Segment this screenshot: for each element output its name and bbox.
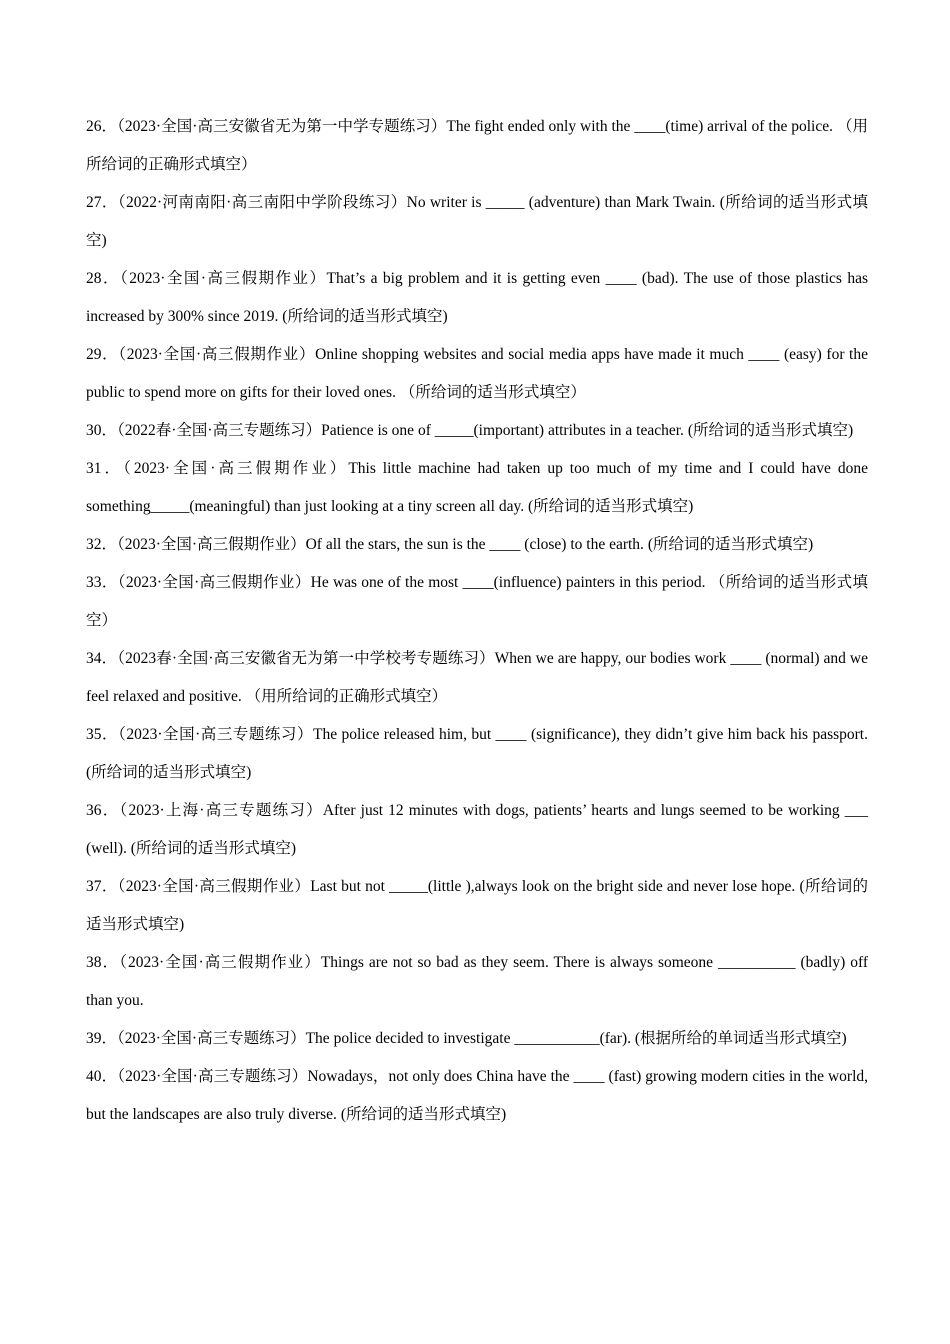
question-instruction: (所给词的适当形式填空) (647, 536, 814, 553)
question-text: The fight ended only with the ____(time) arrival of the police. (446, 118, 834, 135)
question-item (86, 640, 868, 716)
question-number: 26． (86, 118, 118, 135)
question-number: 29． (86, 346, 119, 363)
question-text: That’s a big problem and it is getting even ____ (bad). The use of those plastics has increased by 300% since 2019. (86, 270, 868, 325)
question-instruction: (所给词的适当形式填空) (282, 308, 448, 325)
question-source: （2023·全国·高三专题练习） (118, 726, 313, 743)
question-number: 37． (86, 878, 118, 895)
question-item (86, 184, 868, 260)
question-item (86, 260, 868, 336)
question-item (86, 564, 868, 640)
question-instruction: (所给词的适当形式填空) (340, 1106, 507, 1123)
question-instruction: （所给词的适当形式填空） (399, 384, 586, 401)
question-source: （2022春·全国·高三专题练习） (117, 422, 322, 439)
question-number: 34． (86, 650, 118, 667)
question-instruction: (所给词的适当形式填空) (130, 840, 297, 857)
question-source: （2022·河南南阳·高三南阳中学阶段练习） (117, 194, 407, 211)
question-list (86, 108, 868, 1134)
question-number: 36． (86, 802, 120, 819)
question-source: （2023·全国·高三假期作业） (117, 574, 311, 591)
question-item (86, 716, 868, 792)
question-text: Online shopping websites and social media apps have made it much ____ (easy) for the public to spend more on gifts for their loved ones. (86, 346, 868, 401)
question-instruction: (所给词的适当形式填空) (86, 764, 252, 781)
question-item (86, 450, 868, 526)
question-text: After just 12 minutes with dogs, patients’ hearts and lungs seemed to be working ___ (well). (86, 802, 868, 857)
question-source: （2023·全国·高三专题练习） (117, 1068, 308, 1085)
question-source: （2023·全国·高三专题练习） (117, 1030, 306, 1047)
question-item (86, 868, 868, 944)
question-instruction: (所给词的适当形式填空) (86, 194, 869, 249)
question-item (86, 944, 868, 1020)
question-number: 31． (86, 460, 124, 477)
question-text: The police decided to investigate ___________(far). (305, 1030, 631, 1047)
question-item (86, 792, 868, 868)
question-instruction: (所给词的适当形式填空) (86, 878, 869, 933)
question-source: （2023·全国·高三假期作业） (120, 270, 327, 287)
question-number: 30． (86, 422, 118, 439)
question-source: （2023·全国·高三假期作业） (118, 346, 316, 363)
question-instruction: (所给词的适当形式填空) (527, 498, 694, 515)
question-number: 28． (86, 270, 120, 287)
question-text: The police released him, but ____ (significance), they didn’t give him back his passport. (313, 726, 868, 743)
question-item (86, 526, 868, 564)
question-text: Things are not so bad as they seem. There is always someone __________ (badly) off than you. (86, 954, 868, 1009)
question-instruction: （所给词的适当形式填空） (86, 574, 869, 629)
question-source: （2023·全国·高三假期作业） (123, 460, 349, 477)
question-text: He was one of the most ____(influence) painters in this period. (310, 574, 706, 591)
question-number: 33． (86, 574, 118, 591)
question-text: Last but not _____(little ),always look on the bright side and never lose hope. (310, 878, 796, 895)
question-number: 38． (86, 954, 120, 971)
question-source: （2023·全国·高三假期作业） (119, 954, 321, 971)
question-instruction: （用所给词的正确形式填空） (245, 688, 448, 705)
question-source: （2023·上海·高三专题练习） (119, 802, 323, 819)
question-item (86, 108, 868, 184)
question-text: This little machine had taken up too much of my time and I could have done something_____(meaningful) than just looking at a tiny screen all day. (86, 460, 868, 515)
question-source: （2023春·全国·高三安徽省无为第一中学校考专题练习） (117, 650, 495, 667)
question-number: 40． (86, 1068, 118, 1085)
question-number: 35． (86, 726, 119, 743)
question-item (86, 336, 868, 412)
question-source: （2023·全国·高三安徽省无为第一中学专题练习） (117, 118, 447, 135)
question-number: 27． (86, 194, 118, 211)
question-instruction: (根据所给的单词适当形式填空) (634, 1030, 847, 1047)
question-item (86, 1020, 868, 1058)
question-instruction: (所给词的适当形式填空) (687, 422, 854, 439)
question-item (86, 1058, 868, 1134)
question-source: （2023·全国·高三假期作业） (117, 878, 311, 895)
question-instruction: （用所给词的正确形式填空） (86, 118, 869, 173)
question-text: Of all the stars, the sun is the ____ (close) to the earth. (305, 536, 644, 553)
question-source: （2023·全国·高三假期作业） (117, 536, 306, 553)
question-text: Nowadays，not only does China have the ____ (fast) growing modern cities in the world, but the landscapes are also truly diverse. (86, 1068, 868, 1123)
question-number: 39． (86, 1030, 118, 1047)
question-text: When we are happy, our bodies work ____ (normal) and we feel relaxed and positive. (86, 650, 868, 705)
question-text: Patience is one of _____(important) attributes in a teacher. (321, 422, 684, 439)
question-text: No writer is _____ (adventure) than Mark Twain. (406, 194, 716, 211)
question-item (86, 412, 868, 450)
question-number: 32． (86, 536, 118, 553)
